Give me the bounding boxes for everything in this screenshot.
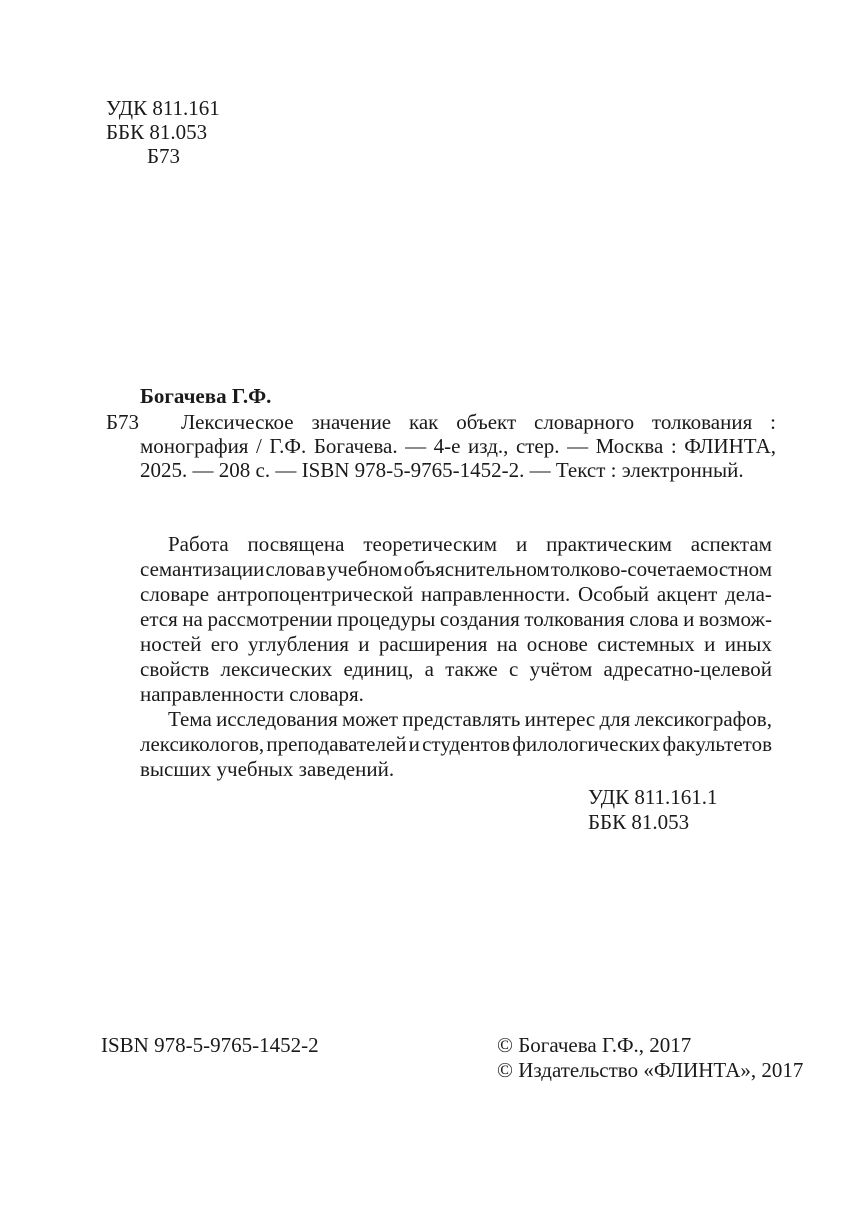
word: рассмотрении: [207, 607, 333, 631]
udk-code: УДК 811.161.1: [588, 785, 718, 809]
word: слова: [265, 557, 315, 581]
word: антропоцентрической: [216, 582, 414, 606]
word: с: [509, 657, 519, 681]
word: объяснительном: [403, 557, 550, 581]
bbk-code: ББК 81.053: [588, 810, 690, 834]
catalog-author: Богачева Г.Ф.: [140, 384, 272, 408]
word: и: [704, 632, 716, 656]
word: аспектам: [690, 532, 772, 556]
abstract-line: [140, 557, 772, 582]
word: углубления: [248, 632, 349, 656]
word: преподавателей: [266, 732, 407, 756]
word: филологических: [512, 732, 661, 756]
word: теоретическим: [363, 532, 498, 556]
biblio-line-3: 2025. — 208 с. — ISBN 978-5-9765-1452-2. — Текст : электронный.: [140, 458, 744, 482]
word: акцент: [656, 582, 718, 606]
word: Работа: [168, 532, 229, 556]
abstract-line: [140, 632, 772, 657]
word: студентов: [422, 732, 511, 756]
word: может: [342, 707, 399, 731]
catalog-author-mark: Б73: [106, 410, 140, 434]
word: возмож-: [698, 607, 772, 631]
udk-code: УДК 811.161: [106, 96, 220, 120]
bbk-code: ББК 81.053: [106, 120, 208, 144]
classification-codes-header: [106, 96, 220, 168]
author-mark: Б73: [147, 144, 181, 168]
word: для: [599, 707, 631, 731]
bibliographic-record: [140, 410, 776, 482]
word: и: [683, 607, 695, 631]
word: а: [424, 657, 434, 681]
word: представлять: [402, 707, 521, 731]
abstract-line: [140, 582, 772, 607]
word: создания: [439, 607, 520, 631]
abstract-line: [140, 532, 772, 557]
copyright-publisher: © Издательство «ФЛИНТА», 2017: [497, 1058, 804, 1082]
abstract: [140, 532, 772, 782]
word: ностей: [140, 632, 202, 656]
word: посвящена: [247, 532, 345, 556]
biblio-line-2: монография / Г.Ф. Богачева. — 4-е изд., стер. — Москва : ФЛИНТА,: [140, 434, 776, 458]
word: практическим: [546, 532, 672, 556]
word: в: [315, 557, 326, 581]
isbn: ISBN 978-5-9765-1452-2: [101, 1033, 319, 1057]
word: единиц,: [343, 657, 414, 681]
word: на: [496, 632, 518, 656]
word: лексикографов,: [634, 707, 772, 731]
word: его: [210, 632, 239, 656]
word: свойств: [140, 657, 210, 681]
abstract-line: направленности словаря.: [140, 682, 364, 706]
word: ется: [140, 607, 178, 631]
word: исследования: [216, 707, 338, 731]
copyright-author: © Богачева Г.Ф., 2017: [497, 1033, 692, 1057]
word: процедуры: [336, 607, 436, 631]
word: учётом: [529, 657, 593, 681]
classification-codes-footer: [588, 785, 718, 835]
word: системных: [597, 632, 695, 656]
copyright-block: [497, 1033, 803, 1083]
word: толкования: [524, 607, 625, 631]
word: адресатно-целевой: [603, 657, 772, 681]
word: интерес: [524, 707, 596, 731]
word: расширения: [378, 632, 488, 656]
word: словаре: [140, 582, 210, 606]
word: Тема: [168, 707, 212, 731]
abstract-line: [140, 607, 772, 632]
word: лексических: [220, 657, 333, 681]
word: Особый: [578, 582, 650, 606]
word: и: [358, 632, 370, 656]
word: на: [182, 607, 203, 631]
abstract-line: [140, 657, 772, 682]
word: семантизации: [140, 557, 265, 581]
abstract-line: высших учебных заведений.: [140, 757, 395, 781]
abstract-line: [140, 707, 772, 732]
word: и: [408, 732, 420, 756]
word: иных: [724, 632, 772, 656]
word: основе: [526, 632, 588, 656]
biblio-line-1: Лексическое значение как объект словарного толкования :: [181, 410, 776, 434]
word: дела-: [725, 582, 772, 606]
word: и: [515, 532, 528, 556]
word: также: [445, 657, 498, 681]
word: слова: [629, 607, 679, 631]
word: учебном: [326, 557, 403, 581]
abstract-line: [140, 732, 772, 757]
word: толково-сочетаемостном: [550, 557, 772, 581]
word: лексикологов,: [140, 732, 265, 756]
word: факультетов: [662, 732, 772, 756]
word: направленности.: [420, 582, 571, 606]
